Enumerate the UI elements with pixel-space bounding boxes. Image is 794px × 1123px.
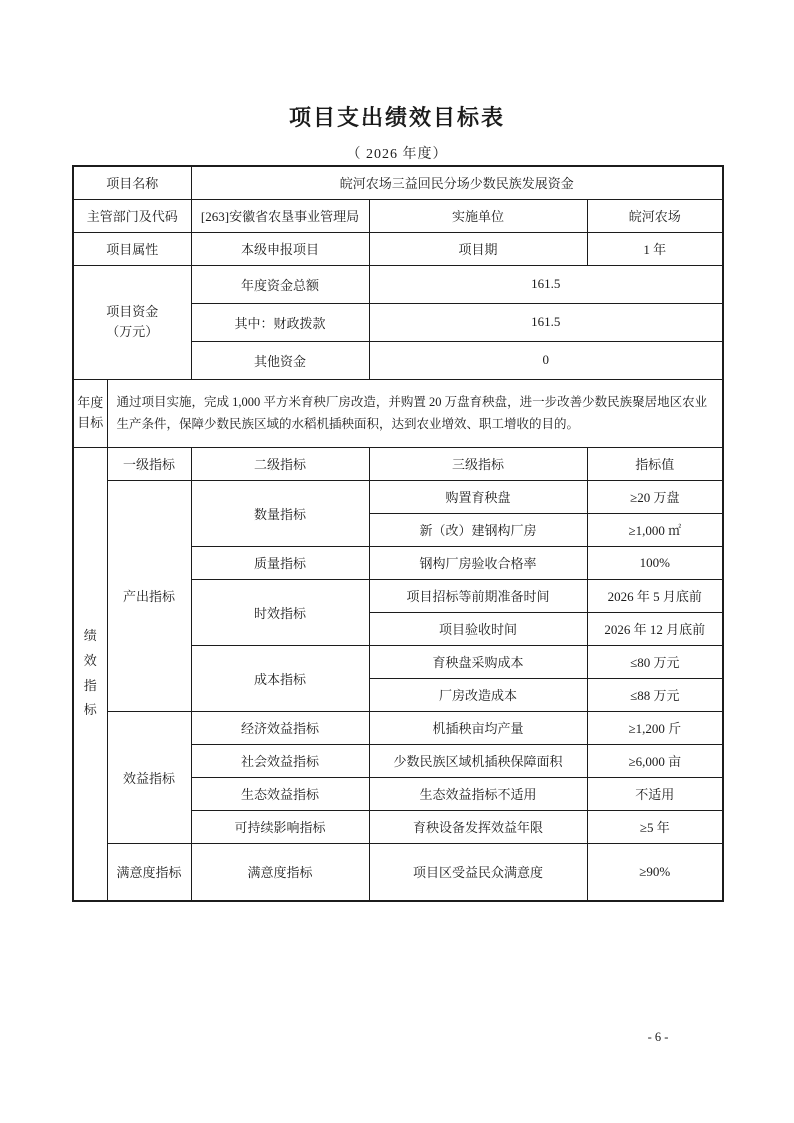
page-subtitle: （ 2026 年度）	[346, 147, 448, 162]
table-row	[73, 232, 723, 265]
project-period-value: 1 年	[587, 232, 723, 265]
level3-name: 项目验收时间	[369, 612, 587, 645]
indicator-value: ≥90%	[587, 843, 723, 901]
funding-label	[73, 265, 191, 379]
funding-fiscal-value: 161.5	[369, 303, 723, 341]
level2-ecological: 生态效益指标	[191, 777, 369, 810]
indicator-value: 2026 年 5 月底前	[587, 579, 723, 612]
indicators-section-label	[73, 447, 107, 901]
funding-other-label: 其他资金	[191, 341, 369, 379]
funding-total-value: 161.5	[369, 265, 723, 303]
header-level2: 二级指标	[191, 447, 369, 480]
level3-name: 钢构厂房验收合格率	[369, 546, 587, 579]
funding-other-value: 0	[369, 341, 723, 379]
annual-goal-label-line1: 年度	[77, 394, 104, 410]
indicator-value: 不适用	[587, 777, 723, 810]
indicator-value: 2026 年 12 月底前	[587, 612, 723, 645]
department-label: 主管部门及代码	[73, 199, 191, 232]
implement-unit-label: 实施单位	[369, 199, 587, 232]
funding-fiscal-label: 其中：财政拨款	[191, 303, 369, 341]
indicator-value: 100%	[587, 546, 723, 579]
level2-quality: 质量指标	[191, 546, 369, 579]
level2-satisfaction: 满意度指标	[191, 843, 369, 901]
indicator-value: ≤80 万元	[587, 645, 723, 678]
indicator-value: ≥6,000 亩	[587, 744, 723, 777]
indicator-value: ≥1,200 斤	[587, 711, 723, 744]
indicator-value: ≥5 年	[587, 810, 723, 843]
table-row	[73, 711, 723, 744]
annual-goal-label-line2: 目标	[77, 415, 104, 430]
level1-benefit: 效益指标	[107, 711, 191, 843]
project-attr-value: 本级申报项目	[191, 232, 369, 265]
level3-name: 生态效益指标不适用	[369, 777, 587, 810]
level3-name: 新（改）建钢构厂房	[369, 513, 587, 546]
header-value: 指标值	[587, 447, 723, 480]
level3-name: 机插秧亩均产量	[369, 711, 587, 744]
level2-cost: 成本指标	[191, 645, 369, 711]
level3-name: 厂房改造成本	[369, 678, 587, 711]
indicator-value: ≥20 万盘	[587, 480, 723, 513]
funding-total-label: 年度资金总额	[191, 265, 369, 303]
project-attr-label: 项目属性	[73, 232, 191, 265]
project-name-value: 皖河农场三益回民分场少数民族发展资金	[191, 166, 723, 199]
level3-name: 项目区受益民众满意度	[369, 843, 587, 901]
project-period-label: 项目期	[369, 232, 587, 265]
level3-name: 育秧设备发挥效益年限	[369, 810, 587, 843]
annual-goal-text: 通过项目实施，完成 1,000 平方米育秧厂房改造，并购置 20 万盘育秧盘，进一步改善少数民族聚居地区农业生产条件，保障少数民族区域的水稻机插秧面积，达到农业增效、职工增收的目的。	[107, 379, 723, 447]
level2-social: 社会效益指标	[191, 744, 369, 777]
funding-label-line1: 项目资金	[106, 303, 159, 319]
indicators-section-label-text: 绩效指标	[83, 628, 97, 718]
level2-quantity: 数量指标	[191, 480, 369, 546]
table-row	[73, 166, 723, 199]
table-row	[73, 480, 723, 513]
implement-unit-value: 皖河农场	[587, 199, 723, 232]
table-row	[73, 199, 723, 232]
level2-economic: 经济效益指标	[191, 711, 369, 744]
level1-output: 产出指标	[107, 480, 191, 711]
level3-name: 项目招标等前期准备时间	[369, 579, 587, 612]
table-row	[73, 447, 723, 480]
table-row	[73, 265, 723, 303]
level2-timeliness: 时效指标	[191, 579, 369, 645]
page-title: 项目支出绩效目标表	[288, 105, 505, 130]
level1-satisfaction: 满意度指标	[107, 843, 191, 901]
project-name-label: 项目名称	[73, 166, 191, 199]
indicator-value: ≥1,000 ㎡	[587, 513, 723, 546]
level3-name: 少数民族区域机插秧保障面积	[369, 744, 587, 777]
page-number: - 6 -	[647, 1030, 669, 1044]
table-row	[73, 843, 723, 901]
level3-name: 购置育秧盘	[369, 480, 587, 513]
performance-target-table	[72, 165, 724, 902]
header-level3: 三级指标	[369, 447, 587, 480]
funding-label-line2: （万元）	[106, 324, 159, 339]
indicator-value: ≤88 万元	[587, 678, 723, 711]
department-value: [263]安徽省农垦事业管理局	[191, 199, 369, 232]
annual-goal-label	[73, 379, 107, 447]
header-level1: 一级指标	[107, 447, 191, 480]
level3-name: 育秧盘采购成本	[369, 645, 587, 678]
table-row	[73, 379, 723, 447]
level2-sustainability: 可持续影响指标	[191, 810, 369, 843]
